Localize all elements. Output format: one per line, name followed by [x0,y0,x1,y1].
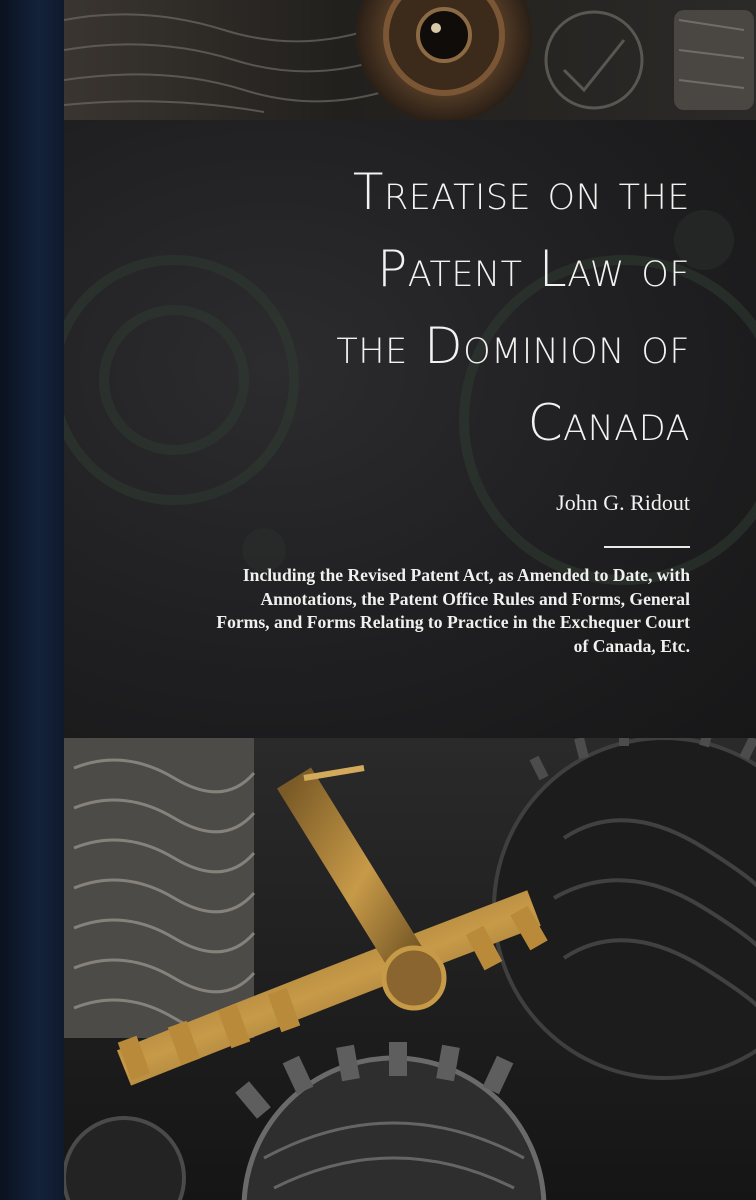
title-panel [64,120,756,738]
subtitle-line: Annotations, the Patent Office Rules and Forms, General [260,588,690,609]
author-name: John G. Ridout [556,490,690,515]
title-line: Treatise on the [352,163,690,221]
book-subtitle [50,564,690,658]
clockwork-gears-image [64,0,756,120]
title-line: Patent Law of [377,240,690,298]
divider-rule [604,546,690,548]
book-title [90,154,690,462]
brass-gear-wheels-image [64,738,756,1200]
subtitle-line: Including the Revised Patent Act, as Amended to Date, with [242,565,690,585]
subtitle-line: of Canada, Etc. [573,635,690,656]
subtitle-line: Forms, and Forms Relating to Practice in the Exchequer Court [216,612,690,632]
title-line: the Dominion of [336,317,690,375]
title-line: Canada [527,394,690,452]
